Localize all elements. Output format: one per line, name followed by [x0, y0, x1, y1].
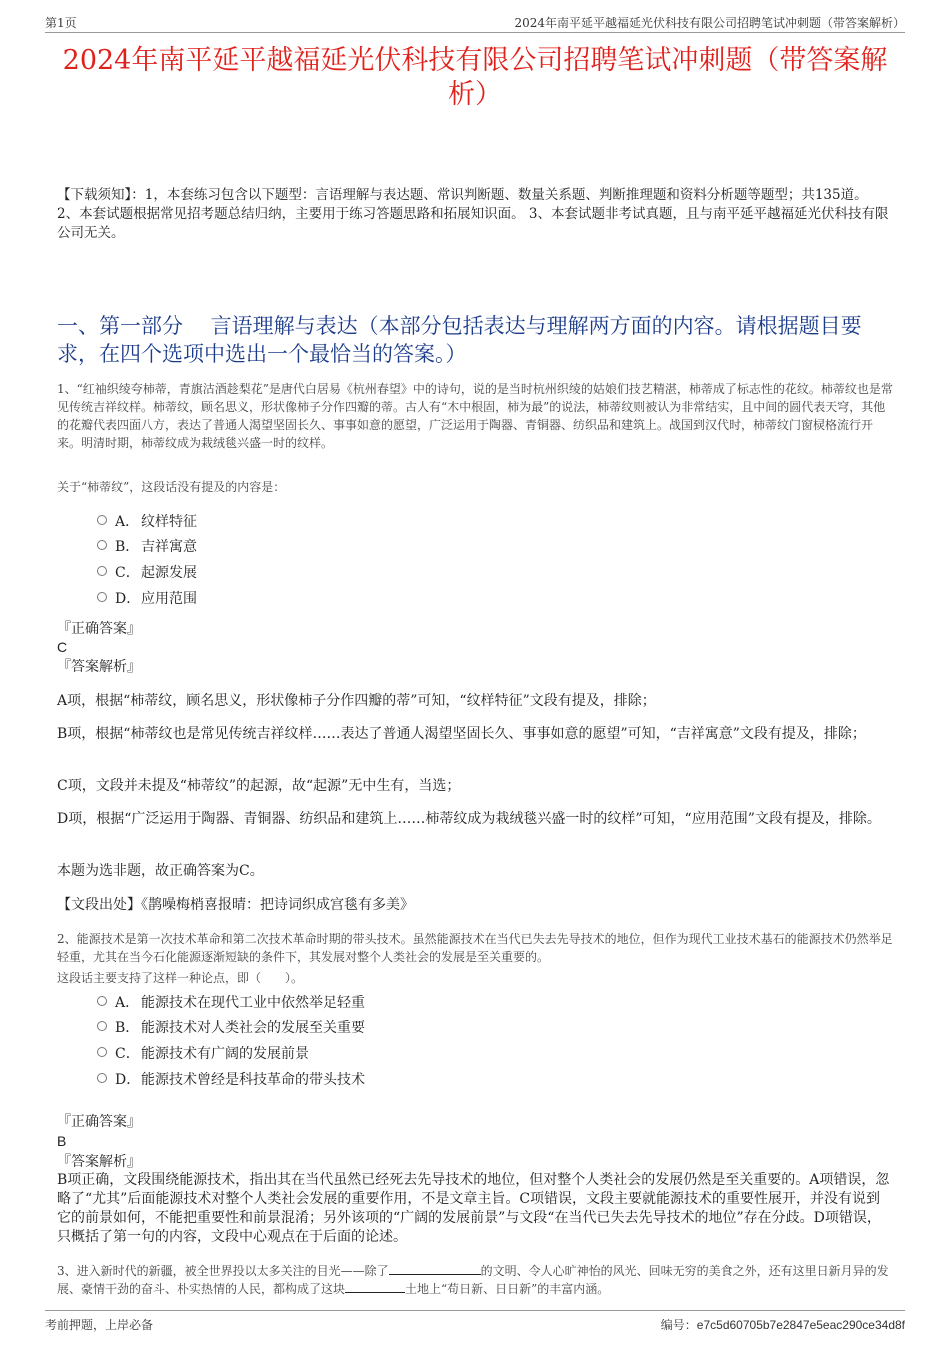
radio-icon[interactable] [97, 1021, 107, 1031]
question-1-analysis-b: B项，根据“柿蒂纹也是常见传统吉祥纹样……表达了普通人渴望坚固长久、事事如意的愿望”可知，“吉祥寓意”文段有提及，排除； [57, 726, 866, 742]
question-1-correct-label: 『正确答案』 [57, 621, 141, 637]
question-1-answer: C [57, 639, 68, 655]
radio-icon[interactable] [97, 540, 107, 550]
question-1-analysis-c: C项，文段并未提及“柿蒂纹”的起源，故“起源”无中生有，当选； [57, 778, 461, 794]
footer-code: 编号：e7c5d60705b7e2847e5eac290ce34d8f [660, 1318, 905, 1332]
question-2-option-c[interactable]: C．能源技术有广阔的发展前景 [97, 1045, 309, 1063]
radio-icon[interactable] [97, 1073, 107, 1083]
question-2-analysis: B项正确，文段围绕能源技术，指出其在当代虽然已经死去先导技术的地位，但对整个人类社会的发展仍然是至关重要的。A项错误，忽略了“尤其”后面能源技术对整个人类社会发展的重要作用，不是文章主旨。C项错误，文段主要就能源技术的重要性展开，并没有说到它的前景如何，不能把重要性和前景混淆；另外该项的“广阔的发展前景”与文段“在当代已失去先导技术的地位”存在分歧。D项错误，只概括了第一句的内容，文段中心观点在于后面的论述。 [57, 1172, 890, 1245]
radio-icon[interactable] [97, 996, 107, 1006]
question-2-option-d[interactable]: D．能源技术曾经是科技革命的带头技术 [97, 1071, 365, 1089]
question-1-source: 【文段出处】《鹊噪梅梢喜报晴：把诗词织成宫毯有多美》 [57, 897, 414, 913]
download-notice: 【下载须知】：1，本套练习包含以下题型：言语理解与表达题、常识判断题、数量关系题、判断推理题和资料分析题等题型；共135道。 2、本套试题根据常见招考题总结归纳，主要用于练习答题思路和拓展知识面。 3、本套试题非考试真题，且与南平延平越福延光伏科技有限公司无关。 [57, 187, 889, 241]
question-1-option-a[interactable]: A． 纹样特征 [97, 513, 197, 531]
radio-icon[interactable] [97, 515, 107, 525]
question-2-stem: 2、能源技术是第一次技术革命和第二次技术革命时期的带头技术。虽然能源技术在当代已失去先导技术的地位，但作为现代工业技术基石的能源技术仍然举足轻重，尤其在当今石化能源逐渐短缺的条件下，其发展对整个人类社会的发展是至关重要的。 [57, 932, 893, 964]
footer-slogan: 考前押题，上岸必备 [45, 1318, 154, 1332]
question-1-conclusion: 本题为选非题，故正确答案为C。 [57, 863, 264, 879]
question-2-correct-label: 『正确答案』 [57, 1114, 141, 1130]
question-1-stem: 1、“红袖织绫夸柿蒂，青旗沽酒趁梨花”是唐代白居易《杭州春望》中的诗句，说的是当时杭州织绫的姑娘们技艺精湛，柿蒂成了标志性的花纹。柿蒂纹也是常见传统吉祥纹样。柿蒂纹，顾名思义，形状像柿子分作四瓣的蒂。古人有“木中根固，柿为最”的说法，柿蒂纹则被认为非常结实，且中间的圆代表天穹，其他的花瓣代表四面八方，表达了普通人渴望坚固长久、事事如意的愿望，广泛运用于陶器、青铜器、纺织品和建筑上。战国到汉代时，柿蒂纹门窗棂格流行开来。明清时期，柿蒂纹成为栽绒毯兴盛一时的纹样。 [57, 382, 893, 450]
question-2-option-b[interactable]: B． 能源技术对人类社会的发展至关重要 [97, 1019, 365, 1037]
header-divider [45, 32, 905, 33]
question-1-analysis-d: D项，根据“广泛运用于陶器、青铜器、纺织品和建筑上……柿蒂纹成为栽绒毯兴盛一时的纹样”可知，“应用范围”文段有提及，排除。 [57, 811, 881, 827]
footer-divider [45, 1310, 905, 1311]
section-heading: 一、第一部分 言语理解与表达（本部分包括表达与理解两方面的内容。请根据题目要求，在四个选项中选出一个最恰当的答案。） [57, 314, 862, 366]
question-1-option-d[interactable]: D．应用范围 [97, 590, 197, 608]
header-page-number: 第1页 [45, 16, 77, 30]
question-1-prompt: 关于“柿蒂纹”，这段话没有提及的内容是： [57, 480, 286, 494]
fill-blank-2[interactable] [345, 1280, 405, 1293]
header-doc-title: 2024年南平延平越福延光伏科技有限公司招聘笔试冲刺题（带答案解析） [514, 16, 905, 30]
question-3-stem: 3、进入新时代的新疆，被全世界投以太多关注的目光——除了 的文明、令人心旷神怡的风光、回味无穷的美食之外，还有这里日新月异的发展、豪情干劲的奋斗、朴实热情的人民，都构成了这块 土地上“苟日新、日日新”的丰富内涵。 [57, 1264, 889, 1296]
question-1-option-b[interactable]: B． 吉祥寓意 [97, 538, 197, 556]
radio-icon[interactable] [97, 1047, 107, 1057]
question-2-analysis-label: 『答案解析』 [57, 1154, 141, 1170]
question-2-option-a[interactable]: A． 能源技术在现代工业中依然举足轻重 [97, 994, 365, 1012]
question-1-analysis-a: A项，根据“柿蒂纹，顾名思义，形状像柿子分作四瓣的蒂”可知，“纹样特征”文段有提及，排除； [57, 693, 656, 709]
question-2-answer: B [57, 1133, 67, 1149]
page-title: 2024年南平延平越福延光伏科技有限公司招聘笔试冲刺题（带答案解析） [62, 45, 888, 110]
question-1-analysis-label: 『答案解析』 [57, 659, 141, 675]
radio-icon[interactable] [97, 566, 107, 576]
radio-icon[interactable] [97, 592, 107, 602]
question-2-prompt: 这段话主要支持了这样一种论点，即（ ）。 [57, 971, 304, 985]
question-1-option-c[interactable]: C．起源发展 [97, 564, 197, 582]
fill-blank-1[interactable] [389, 1262, 481, 1275]
